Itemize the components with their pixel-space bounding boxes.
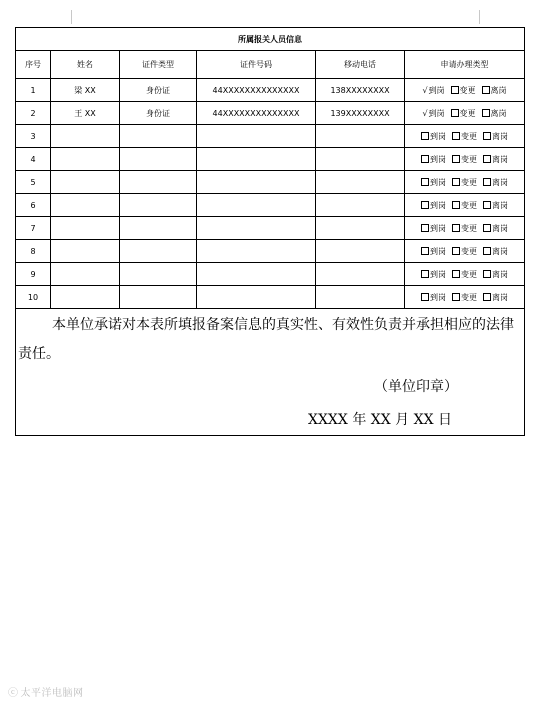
cell-no: 3 (16, 125, 51, 148)
margin-mark-right (479, 10, 480, 24)
apply-option[interactable] (483, 154, 508, 165)
personnel-table (15, 27, 525, 436)
cell-apply-type (405, 194, 525, 217)
watermark (8, 684, 84, 699)
table-row (16, 171, 525, 194)
cell-phone (316, 217, 405, 240)
cell-apply-type (405, 79, 525, 102)
header-phone: 移动电话 (316, 51, 405, 79)
checkbox-icon (421, 201, 429, 209)
apply-option-label: 离岗 (492, 292, 508, 302)
checkbox-icon (483, 178, 491, 186)
cell-no: 1 (16, 79, 51, 102)
apply-option[interactable] (482, 85, 507, 96)
header-no: 序号 (16, 51, 51, 79)
cell-phone: 139XXXXXXXX (316, 102, 405, 125)
cell-id-number (197, 286, 316, 309)
apply-option-label: 到岗 (430, 246, 446, 256)
apply-option[interactable] (421, 223, 446, 234)
apply-option-label: 离岗 (492, 246, 508, 256)
apply-option[interactable] (451, 108, 476, 119)
table-row (16, 286, 525, 309)
apply-option-label: 变更 (461, 177, 477, 187)
checkbox-icon (482, 86, 490, 94)
checkbox-icon (483, 132, 491, 140)
cell-phone (316, 148, 405, 171)
header-id-number: 证件号码 (197, 51, 316, 79)
cell-apply-type (405, 171, 525, 194)
pledge-cell (16, 309, 525, 436)
cell-no: 4 (16, 148, 51, 171)
cell-id-number: 44XXXXXXXXXXXXXX (197, 102, 316, 125)
apply-option-label: 到岗 (430, 292, 446, 302)
apply-option[interactable] (452, 154, 477, 165)
cell-name (51, 125, 120, 148)
cell-id-type (120, 217, 197, 240)
cell-id-type (120, 286, 197, 309)
apply-option[interactable] (421, 154, 446, 165)
apply-option[interactable] (482, 108, 507, 119)
apply-option[interactable] (452, 292, 477, 303)
checkbox-icon (483, 201, 491, 209)
table-header-row (16, 51, 525, 79)
apply-option-label: 到岗 (430, 154, 446, 164)
cell-no: 5 (16, 171, 51, 194)
cell-id-type (120, 194, 197, 217)
apply-option-label: 到岗 (430, 177, 446, 187)
cell-apply-type (405, 102, 525, 125)
seal-label: （单位印章） (374, 379, 458, 395)
checkbox-icon (452, 224, 460, 232)
apply-option-label: 离岗 (492, 154, 508, 164)
apply-option-label: 变更 (459, 108, 476, 118)
cell-phone (316, 194, 405, 217)
checkbox-icon (421, 178, 429, 186)
cell-id-number (197, 194, 316, 217)
cell-no: 9 (16, 263, 51, 286)
apply-option-label: 到岗 (428, 108, 445, 118)
apply-option[interactable] (452, 131, 477, 142)
apply-option[interactable] (451, 85, 476, 96)
table-title: 所属报关人员信息 (16, 28, 525, 51)
cell-name (51, 263, 120, 286)
cell-id-type (120, 263, 197, 286)
apply-option[interactable] (483, 223, 508, 234)
checkbox-icon (451, 86, 459, 94)
cell-no: 7 (16, 217, 51, 240)
apply-option-label: 离岗 (492, 269, 508, 279)
apply-option[interactable] (421, 200, 446, 211)
pconline-logo-icon: ⓒ (8, 688, 19, 699)
checkbox-icon (483, 247, 491, 255)
cell-phone (316, 125, 405, 148)
apply-option-label: 离岗 (490, 85, 507, 95)
cell-id-type (120, 148, 197, 171)
table-row (16, 263, 525, 286)
apply-option[interactable] (483, 246, 508, 257)
cell-no: 6 (16, 194, 51, 217)
checkbox-icon (483, 270, 491, 278)
apply-option[interactable] (421, 292, 446, 303)
apply-option-label: 变更 (461, 154, 477, 164)
cell-phone: 138XXXXXXXX (316, 79, 405, 102)
table-row (16, 194, 525, 217)
cell-no: 8 (16, 240, 51, 263)
cell-id-type: 身份证 (120, 79, 197, 102)
cell-apply-type (405, 125, 525, 148)
cell-apply-type (405, 286, 525, 309)
table-row (16, 148, 525, 171)
apply-option[interactable] (421, 131, 446, 142)
cell-phone (316, 171, 405, 194)
pledge-text: 本单位承诺对本表所填报备案信息的真实性、有效性负责并承担相应的法律责任。 (18, 317, 514, 362)
cell-phone (316, 286, 405, 309)
checkbox-icon (421, 224, 429, 232)
cell-apply-type (405, 217, 525, 240)
checkbox-icon (421, 293, 429, 301)
check-mark-icon: √ (422, 108, 428, 118)
apply-option-label: 变更 (461, 200, 477, 210)
cell-name (51, 240, 120, 263)
checkbox-icon (483, 155, 491, 163)
apply-option[interactable] (483, 292, 508, 303)
checkbox-icon (421, 247, 429, 255)
sign-date: XXXX 年 XX 月 XX 日 (308, 412, 452, 428)
header-apply-type: 申请办理类型 (405, 51, 525, 79)
apply-option-label: 变更 (461, 292, 477, 302)
table-row (16, 240, 525, 263)
apply-option[interactable] (483, 269, 508, 280)
cell-name (51, 171, 120, 194)
cell-id-number (197, 263, 316, 286)
cell-no: 10 (16, 286, 51, 309)
cell-phone (316, 240, 405, 263)
cell-id-number (197, 148, 316, 171)
cell-id-type (120, 240, 197, 263)
apply-option-label: 离岗 (492, 223, 508, 233)
cell-name (51, 217, 120, 240)
cell-phone (316, 263, 405, 286)
checkbox-icon (482, 109, 490, 117)
cell-apply-type (405, 148, 525, 171)
checkbox-icon (452, 201, 460, 209)
checkbox-icon (452, 132, 460, 140)
table-row (16, 79, 525, 102)
checkbox-icon (452, 247, 460, 255)
cell-id-number (197, 217, 316, 240)
header-name: 姓名 (51, 51, 120, 79)
checkbox-icon (421, 270, 429, 278)
checkbox-icon (451, 109, 459, 117)
apply-option-label: 到岗 (430, 223, 446, 233)
apply-option-label: 离岗 (492, 131, 508, 141)
cell-apply-type (405, 240, 525, 263)
checkbox-icon (421, 132, 429, 140)
apply-option-label: 变更 (461, 246, 477, 256)
cell-id-number: 44XXXXXXXXXXXXXX (197, 79, 316, 102)
apply-option-label: 变更 (461, 223, 477, 233)
checkbox-icon (452, 293, 460, 301)
apply-option-label: 离岗 (492, 200, 508, 210)
cell-id-number (197, 171, 316, 194)
apply-option-label: 到岗 (430, 269, 446, 279)
checkbox-icon (421, 155, 429, 163)
checkbox-icon (483, 293, 491, 301)
table-row (16, 125, 525, 148)
apply-option[interactable] (421, 177, 446, 188)
check-mark-icon: √ (422, 85, 428, 95)
apply-option[interactable] (452, 269, 477, 280)
apply-option[interactable] (483, 131, 508, 142)
cell-id-number (197, 125, 316, 148)
table-row (16, 102, 525, 125)
checkbox-icon (452, 270, 460, 278)
apply-option[interactable] (452, 177, 477, 188)
apply-option-label: 离岗 (492, 177, 508, 187)
apply-option-label: 到岗 (430, 131, 446, 141)
checkbox-icon (452, 155, 460, 163)
table-row (16, 217, 525, 240)
cell-name (51, 194, 120, 217)
cell-name: 王 XX (51, 102, 120, 125)
apply-option[interactable] (483, 200, 508, 211)
cell-id-type (120, 125, 197, 148)
checkbox-icon (483, 224, 491, 232)
apply-option[interactable] (422, 108, 444, 119)
apply-option-label: 到岗 (428, 85, 445, 95)
apply-option[interactable] (452, 223, 477, 234)
apply-option-label: 离岗 (490, 108, 507, 118)
table-title-row (16, 28, 525, 51)
apply-option[interactable] (483, 177, 508, 188)
watermark-text: 太平洋电脑网 (20, 688, 84, 699)
document-sheet (15, 27, 524, 436)
cell-id-type: 身份证 (120, 102, 197, 125)
apply-option[interactable] (452, 200, 477, 211)
apply-option-label: 变更 (461, 131, 477, 141)
apply-option[interactable] (452, 246, 477, 257)
apply-option-label: 变更 (459, 85, 476, 95)
cell-name (51, 286, 120, 309)
apply-option-label: 到岗 (430, 200, 446, 210)
pledge-row (16, 309, 525, 436)
apply-option[interactable] (421, 246, 446, 257)
apply-option[interactable] (422, 85, 444, 96)
cell-id-type (120, 171, 197, 194)
apply-option-label: 变更 (461, 269, 477, 279)
margin-mark-left (71, 10, 72, 24)
cell-apply-type (405, 263, 525, 286)
cell-no: 2 (16, 102, 51, 125)
cell-id-number (197, 240, 316, 263)
checkbox-icon (452, 178, 460, 186)
cell-name (51, 148, 120, 171)
apply-option[interactable] (421, 269, 446, 280)
cell-name: 梁 XX (51, 79, 120, 102)
header-id-type: 证件类型 (120, 51, 197, 79)
